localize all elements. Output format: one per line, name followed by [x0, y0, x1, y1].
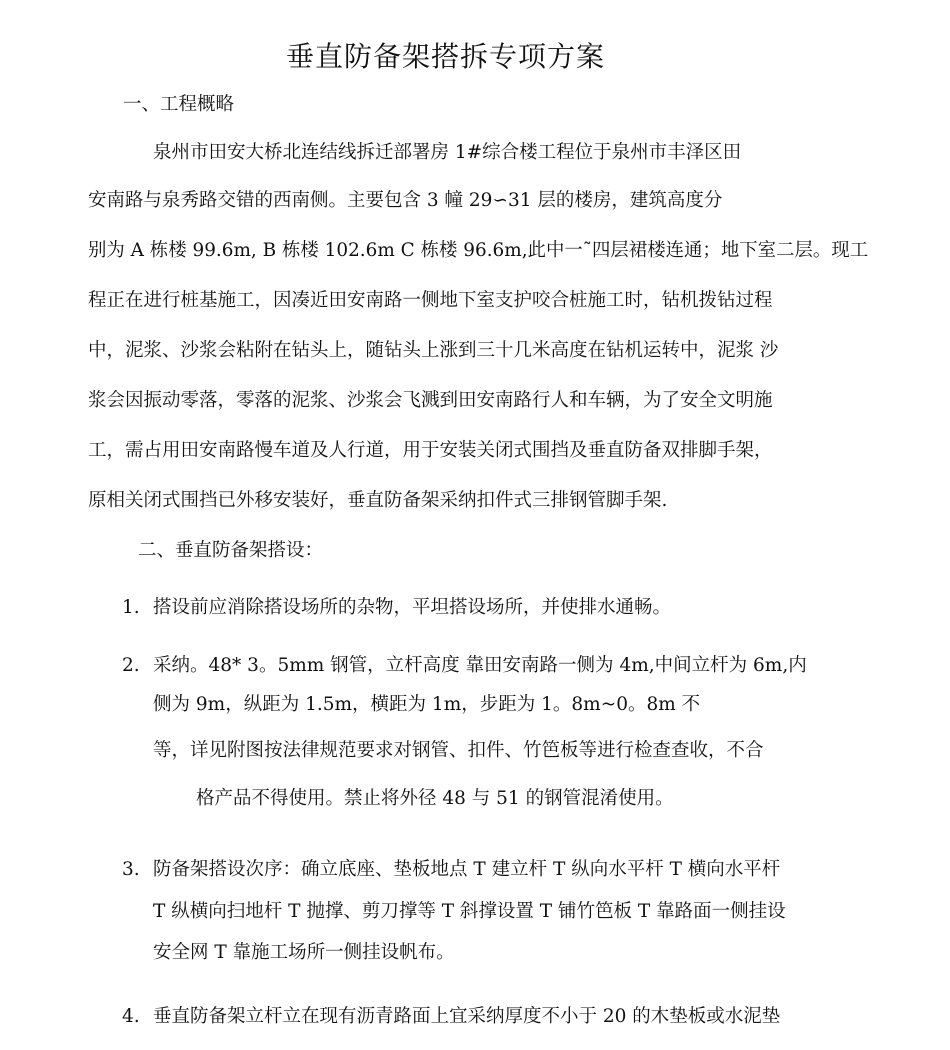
list-item-line: 格产品不得使用。禁止将外径 48 与 51 的钢管混淆使用。: [196, 788, 674, 809]
section-heading-overview: 一、工程概略: [123, 94, 235, 115]
section-heading-erection: 二、垂直防备架搭设：: [138, 540, 324, 561]
list-item-number: 3.: [122, 859, 140, 880]
paragraph-line: 程正在进行桩基施工，因凑近田安南路一侧地下室支护咬合桩施工时，钻机拨钻过程: [88, 290, 773, 311]
paragraph-line: 浆会因振动零落，零落的泥浆、沙浆会飞溅到田安南路行人和车辆，为了安全文明施: [88, 390, 773, 411]
list-item-line: 等，详见附图按法律规范要求对钢管、扣件、竹笆板等进行检查查收，不合: [153, 740, 764, 761]
paragraph-line: 工，需占用田安南路慢车道及人行道，用于安装关闭式围挡及垂直防备双排脚手架，: [88, 440, 773, 461]
paragraph-line: 原相关闭式围挡已外移安装好，垂直防备架采纳扣件式三排钢管脚手架.: [88, 490, 668, 511]
page-title: 垂直防备架搭拆专项方案: [286, 40, 606, 73]
paragraph-line: 中，泥浆、沙浆会粘附在钻头上，随钻头上涨到三十几米高度在钻机运转中，泥浆 沙: [88, 340, 779, 361]
paragraph-line: 泉州市田安大桥北连结线拆迁部署房 1#综合楼工程位于泉州市丰泽区田: [153, 142, 742, 163]
list-item-line: 防备架搭设次序：确立底座、垫板地点 T 建立杆 T 纵向水平杆 T 横向水平杆: [153, 859, 781, 880]
list-item-line: 安全网 T 靠施工场所一侧挂设帆布。: [153, 942, 455, 963]
list-item-line: 搭设前应消除搭设场所的杂物，平坦搭设场所，并使排水通畅。: [153, 597, 672, 618]
list-item-number: 1.: [122, 597, 140, 618]
paragraph-line: 安南路与泉秀路交错的西南侧。主要包含 3 幢 29∽31 层的楼房，建筑高度分: [88, 190, 723, 211]
list-item-line: T 纵横向扫地杆 T 抛撑、剪刀撑等 T 斜撑设置 T 铺竹笆板 T 靠路面一侧挂设: [153, 901, 786, 922]
list-item-line: 侧为 9m，纵距为 1.5m，横距为 1m，步距为 1。8m~0。8m 不: [153, 694, 701, 715]
paragraph-line: 别为 A 栋楼 99.6m, B 栋楼 102.6m C 栋楼 96.6m,此中一˜四层裙楼连通；地下室二层。现工: [88, 240, 869, 261]
list-item-number: 2.: [122, 655, 140, 676]
list-item-line: 垂直防备架立杆立在现有沥青路面上宜采纳厚度不小于 20 的木垫板或水泥垫: [153, 1006, 781, 1027]
list-item-line: 采纳。48* 3。5mm 钢管，立杆高度 靠田安南路一侧为 4m,中间立杆为 6m,内: [153, 655, 807, 676]
list-item-number: 4.: [122, 1006, 140, 1027]
